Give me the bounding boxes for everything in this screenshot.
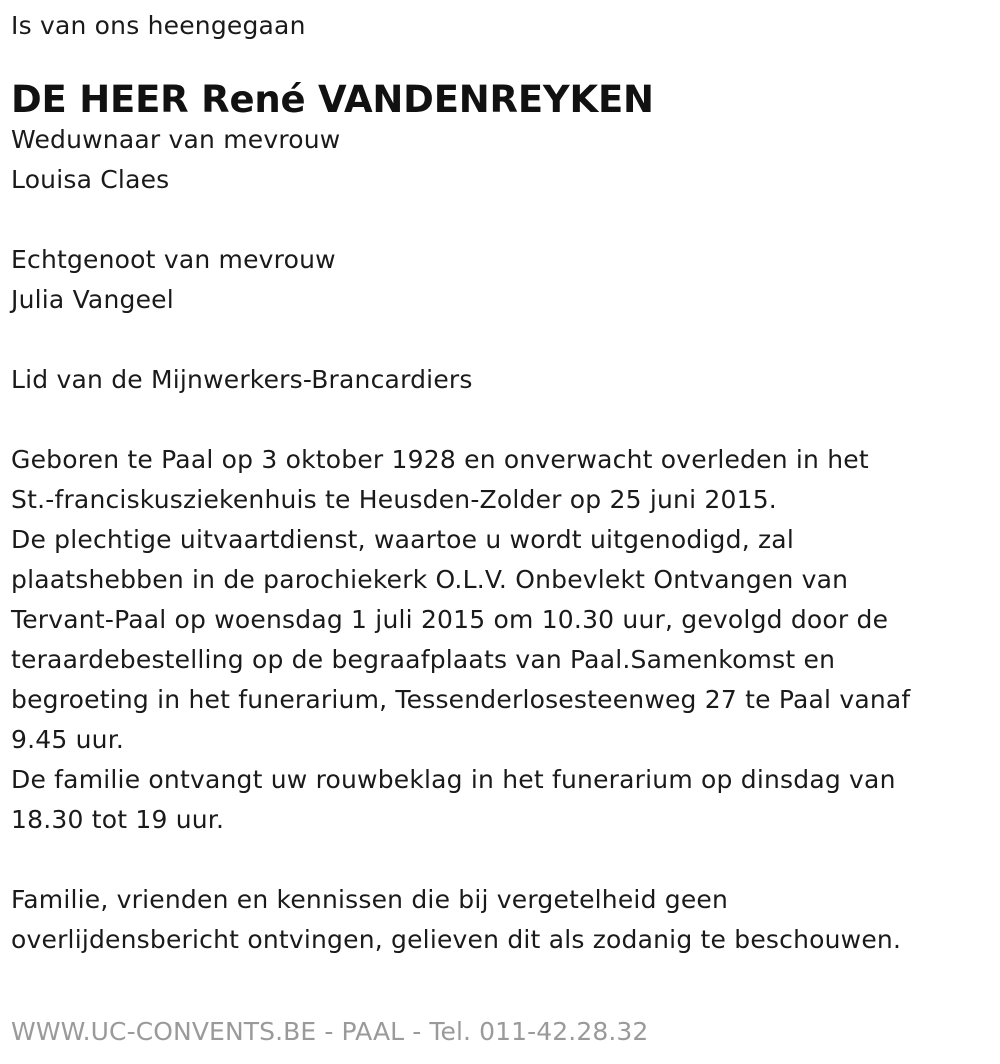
footer-contact: WWW.UC-CONVENTS.BE - PAAL - Tel. 011-42.28.32 <box>11 1017 649 1046</box>
membership-text: Lid van de Mijnwerkers-Brancardiers <box>11 365 473 394</box>
spacer <box>11 400 1000 440</box>
closing-line: Familie, vrienden en kennissen die bij vergetelheid geen <box>11 885 729 914</box>
closing-paragraph <box>11 880 1000 960</box>
body-line: begroeting in het funerarium, Tessenderlosesteenweg 27 te Paal vanaf <box>11 685 911 714</box>
intro-text: Is van ons heengegaan <box>11 11 306 40</box>
spacer <box>11 320 1000 360</box>
spacer <box>11 200 1000 240</box>
body-line: 18.30 tot 19 uur. <box>11 805 225 834</box>
body-line: 9.45 uur. <box>11 725 125 754</box>
body-line: De plechtige uitvaartdienst, waartoe u wordt uitgenodigd, zal <box>11 525 794 554</box>
widower-label: Weduwnaar van mevrouw <box>11 125 341 154</box>
body-line: teraardebestelling op de begraafplaats van Paal.Samenkomst en <box>11 645 836 674</box>
widower-person: Louisa Claes <box>11 165 170 194</box>
body-line: Tervant-Paal op woensdag 1 juli 2015 om 10.30 uur, gevolgd door de <box>11 605 889 634</box>
body-line: De familie ontvangt uw rouwbeklag in het funerarium op dinsdag van <box>11 765 896 794</box>
body-line: St.-franciskusziekenhuis te Heusden-Zolder op 25 juni 2015. <box>11 485 777 514</box>
body-line: plaatshebben in de parochiekerk O.L.V. Onbevlekt Ontvangen van <box>11 565 849 594</box>
spacer <box>11 46 1000 80</box>
deceased-name: DE HEER René VANDENREYKEN <box>11 78 654 121</box>
spacer <box>11 840 1000 880</box>
intro-block <box>11 0 1000 46</box>
closing-line: overlijdensbericht ontvingen, gelieven dit als zodanig te beschouwen. <box>11 925 902 954</box>
body-paragraph <box>11 440 1000 840</box>
spouse-person: Julia Vangeel <box>11 285 174 314</box>
spouse-label: Echtgenoot van mevrouw <box>11 245 336 274</box>
body-line: Geboren te Paal op 3 oktober 1928 en onverwacht overleden in het <box>11 445 869 474</box>
